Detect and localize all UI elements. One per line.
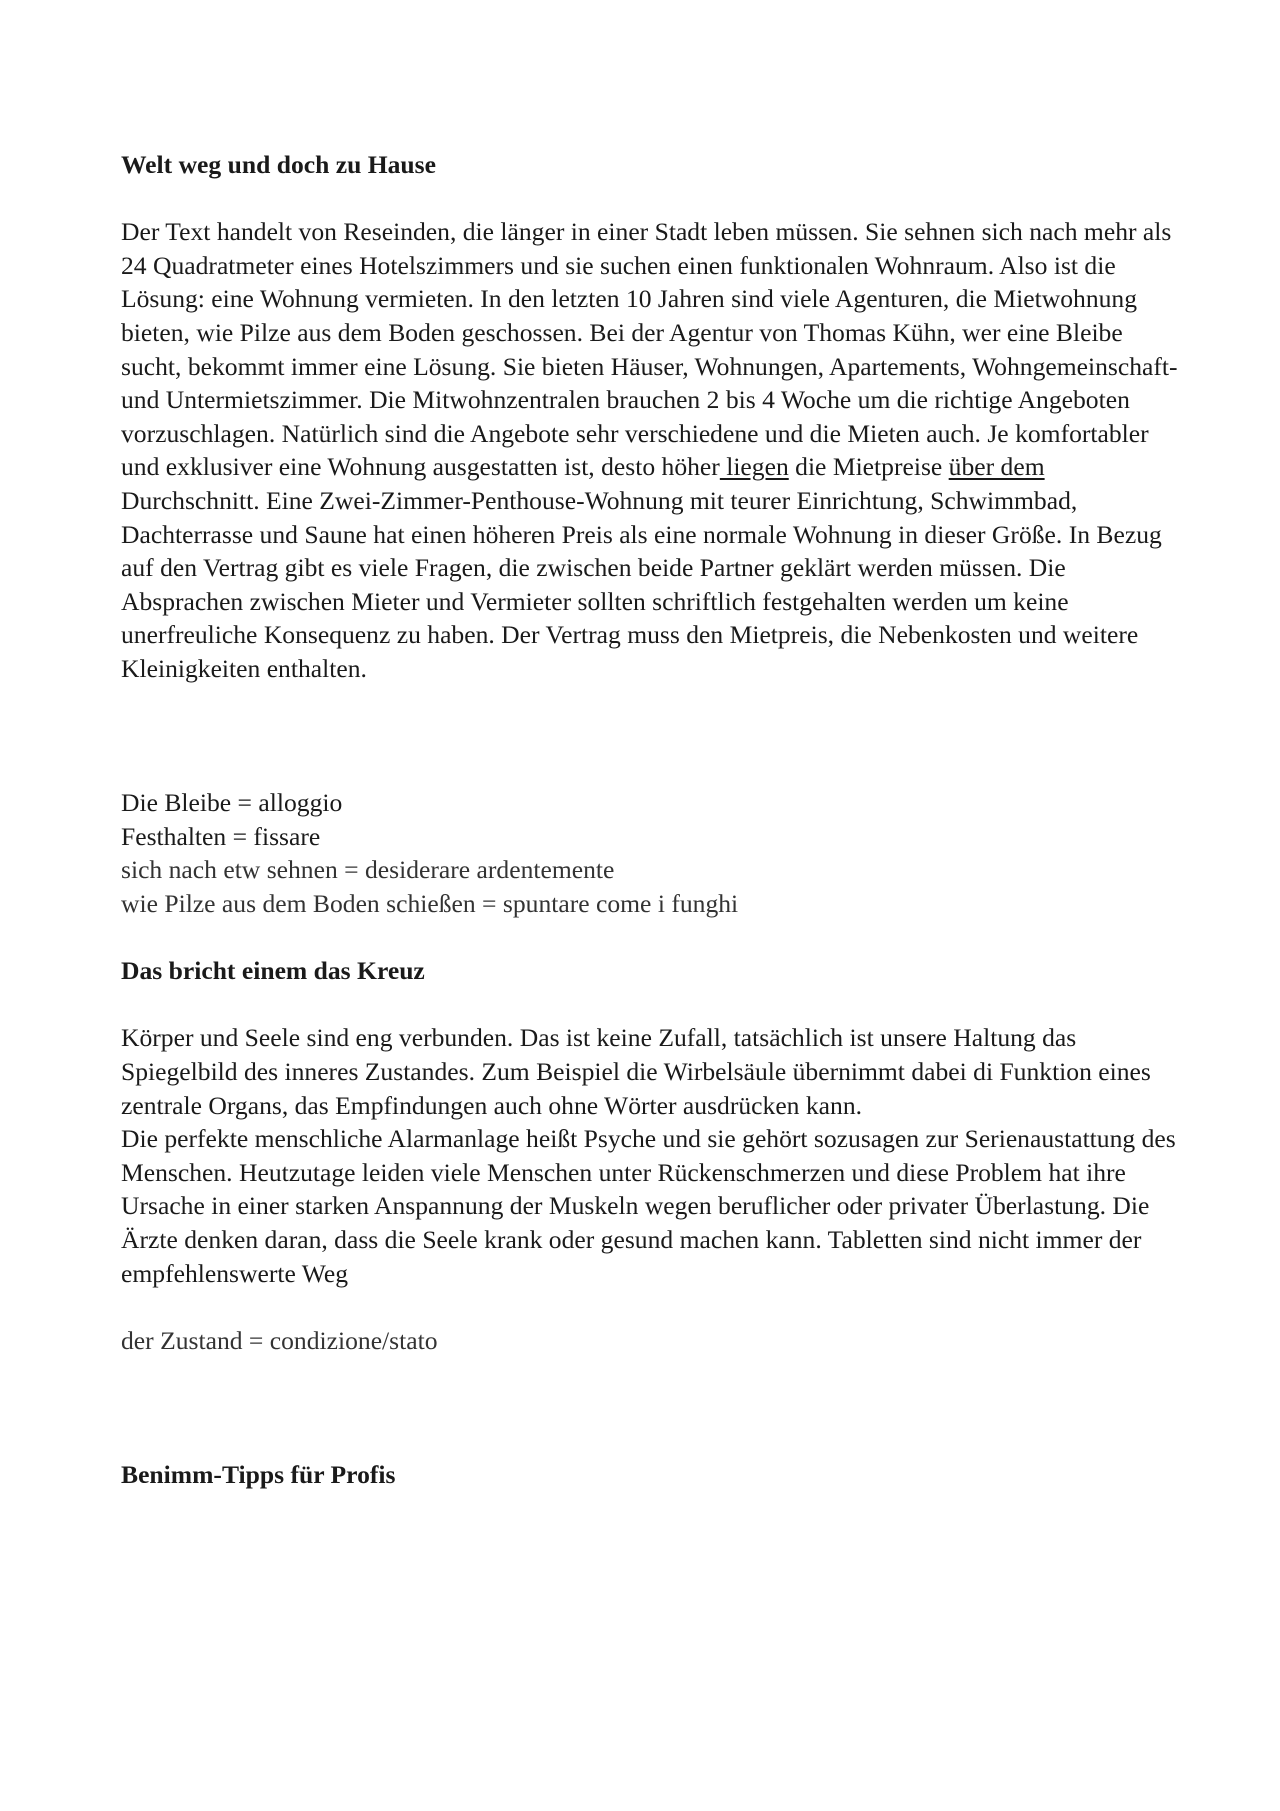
spacer [121, 686, 1181, 787]
vocabulary-list-1 [121, 786, 1181, 920]
spacer [121, 1290, 1181, 1324]
vocabulary-item: der Zustand = condizione/stato [121, 1325, 438, 1355]
spacer [121, 182, 1181, 216]
underlined-word-liegen: liegen [719, 452, 789, 482]
vocabulary-item: Festhalten = fissare [121, 821, 321, 851]
paragraph-text: Der Text handelt von Reseinden, die länger in einer Stadt leben müssen. Sie sehnen sich nach mehr als 24 Quadratmeter eines Hotelszimmers und sie suchen einen funktionalen Wohnraum. Also ist die Lösung: eine Wohnung vermieten. In den letzten 10 Jahren sind viele Agenturen, die Mietwohnung bieten, wie Pilze aus dem Boden geschossen. Bei der Agentur von Thomas Kühn, wer eine Bleibe sucht, bekommt immer eine Lösung. Sie bieten Häuser, Wohnungen, Apartements, Wohngemeinschaft- und Untermietszimmer. Die Mitwohnzentralen brauchen 2 bis 4 Woche um die richtige Angeboten vorzuschlagen. Natürlich sind die Angebote sehr verschiedene und die Mieten auch. Je komfortabler und exklusiver eine Wohnung ausgestatten ist, desto höher [121, 217, 1178, 482]
vocabulary-item: wie Pilze aus dem Boden schießen = spuntare come i funghi [121, 889, 739, 919]
paragraph-text: Durchschnitt. Eine Zwei-Zimmer-Penthouse-Wohnung mit teurer Einrichtung, Schwimmbad, Dachterrasse und Saune hat einen höheren Preis als eine normale Wohnung in dieser Größe. In Bezug auf den Vertrag gibt es viele Fragen, die zwischen beide Partner geklärt werden müssen. Die Absprachen zwischen Mieter und Vermieter sollten schriftlich festgehalten werden um keine unerfreuliche Konsequenz zu haben. Der Vertrag muss den Mietpreis, die Nebenkosten und weitere Kleinigkeiten enthalten. [121, 485, 1162, 683]
paragraph-kreuz-2: Die perfekte menschliche Alarmanlage heißt Psyche und sie gehört sozusagen zur Serienaustattung des Menschen. Heutzutage leiden viele Menschen unter Rückenschmerzen und diese Problem hat ihre Ursache in einer starken Anspannung der Muskeln wegen beruflicher oder privater Überlastung. Die Ärzte denken daran, dass die Seele krank oder gesund machen kann. Tabletten sind nicht immer der empfehlenswerte Weg [121, 1124, 1176, 1288]
paragraph-text: die Mietpreise [788, 452, 949, 482]
vocabulary-item: Die Bleibe = alloggio [121, 788, 343, 818]
paragraph-welt-weg [121, 215, 1181, 685]
document-body [121, 148, 1181, 1492]
spacer [121, 1357, 1181, 1458]
section-heading-benimm: Benimm-Tipps für Profis [121, 1460, 396, 1490]
section-heading-welt-weg: Welt weg und doch zu Hause [121, 150, 436, 179]
vocabulary-list-2 [121, 1324, 1181, 1358]
vocabulary-item: sich nach etw sehnen = desiderare ardentemente [121, 855, 615, 885]
paragraph-kreuz-1: Körper und Seele sind eng verbunden. Das ist keine Zufall, tatsächlich ist unsere Haltung das Spiegelbild des inneres Zustandes. Zum Beispiel die Wirbelsäule übernimmt dabei di Funktion eines zentrale Organs, das Empfindungen auch ohne Wörter ausdrücken kann. [121, 1023, 1151, 1120]
underlined-phrase-ueber-dem: über dem [948, 452, 1045, 482]
spacer [121, 988, 1181, 1022]
spacer [121, 921, 1181, 955]
section-heading-kreuz: Das bricht einem das Kreuz [121, 956, 425, 986]
